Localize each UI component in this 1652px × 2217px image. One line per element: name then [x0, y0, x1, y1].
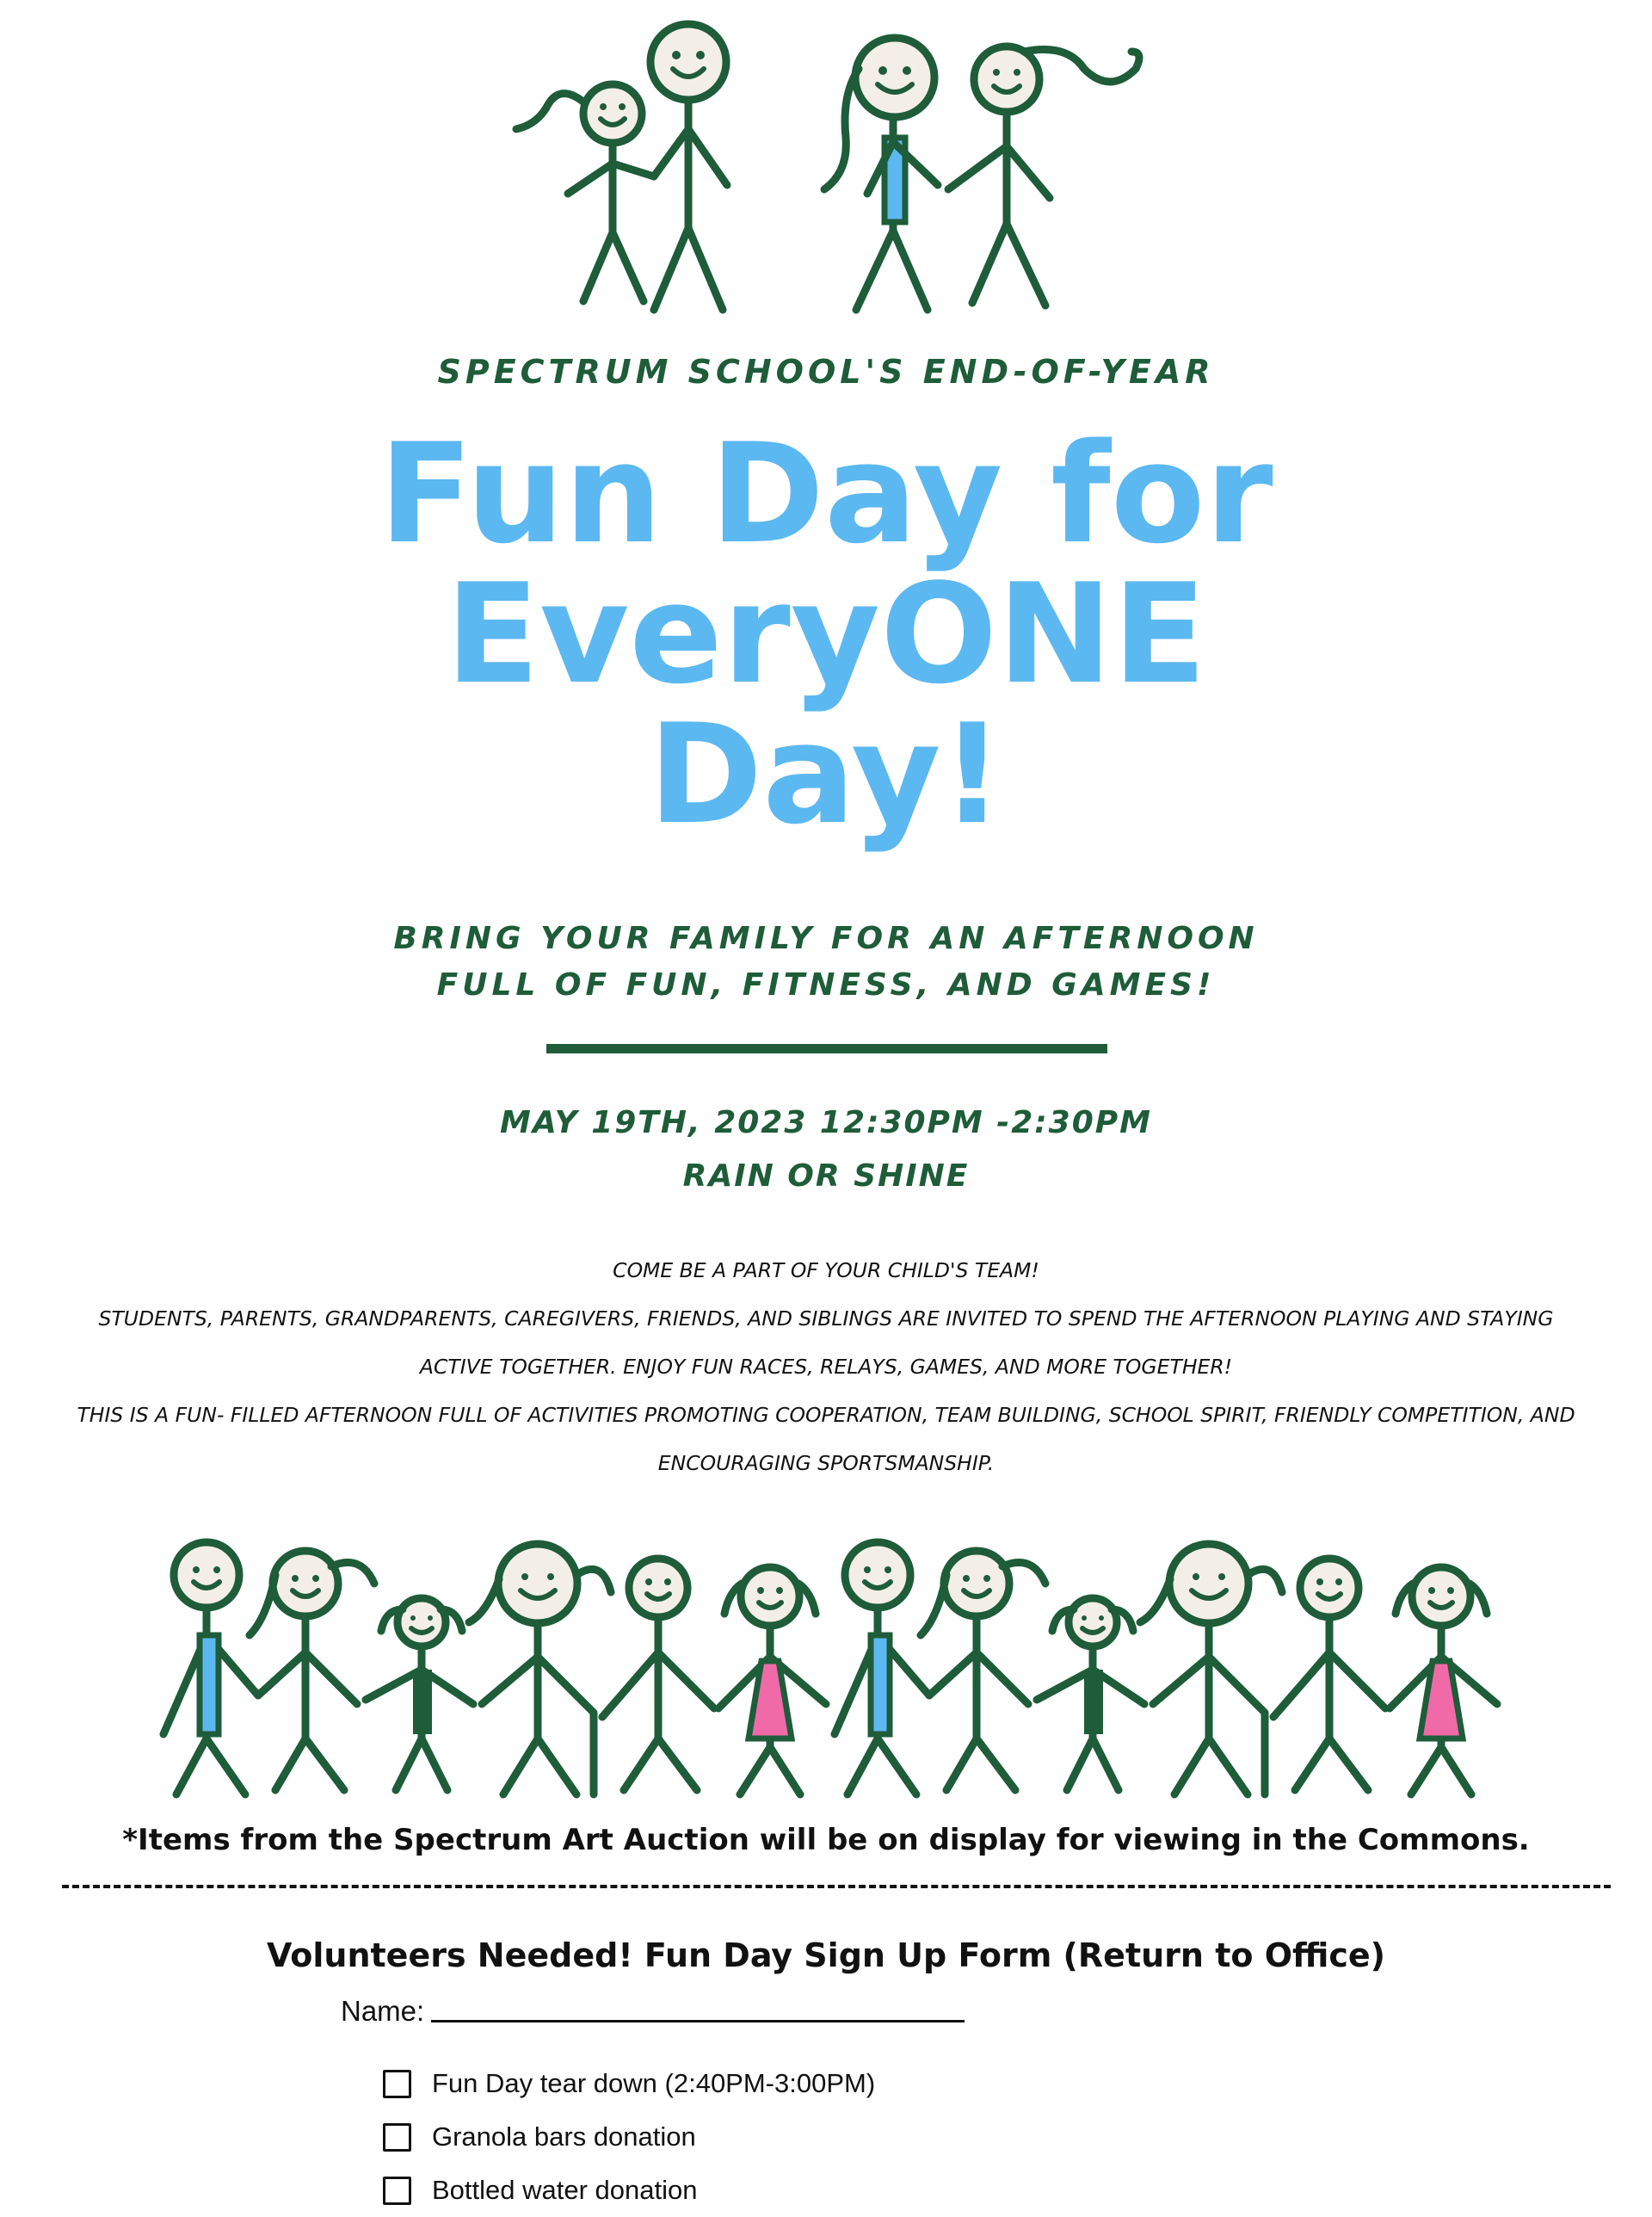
option-label: Bottled water donation	[432, 2175, 698, 2205]
event-when	[0, 1096, 1652, 1203]
checkbox[interactable]	[383, 2123, 411, 2152]
tagline-line-2: FULL OF FUN, FITNESS, AND GAMES!	[436, 967, 1216, 1003]
name-field	[341, 1995, 965, 2028]
option-label: Fun Day tear down (2:40PM-3:00PM)	[432, 2068, 876, 2098]
name-label: Name:	[341, 1995, 425, 2027]
page-title	[0, 413, 1652, 855]
description-line-3: THIS IS A FUN- FILLED AFTERNOON FULL OF ACTIVITIES PROMOTING COOPERATION, TEAM BUILDING, SCHOOL SPIRIT, FRIENDLY COMPETITION, AND ENCOURAGING SPORTSMANSHIP.	[77, 1403, 1575, 1475]
description-line-2: STUDENTS, PARENTS, GRANDPARENTS, CAREGIVERS, FRIENDS, AND SIBLINGS ARE INVITED TO SPEND THE AFTERNOON PLAYING AND STAYING ACTIVE TOGETHER. ENJOY FUN RACES, RELAYS, GAMES, AND MORE TOGETHER!	[98, 1306, 1554, 1379]
option-label: Granola bars donation	[432, 2121, 696, 2152]
stick-figure-crowd-icon	[146, 1532, 1523, 1807]
name-input-line[interactable]	[431, 2020, 965, 2022]
tagline-line-1: BRING YOUR FAMILY FOR AN AFTERNOON	[393, 921, 1259, 956]
signup-form-title: Volunteers Needed! Fun Day Sign Up Form (Return to Office)	[266, 1936, 1386, 1974]
title-line-2: EveryONE	[445, 553, 1207, 714]
stick-figure-family-icon	[508, 17, 1144, 318]
option-tear-down[interactable]	[383, 2057, 875, 2110]
checkbox[interactable]	[383, 2070, 411, 2098]
title-line-1: Fun Day for	[379, 413, 1273, 574]
divider-rule	[546, 1044, 1107, 1053]
description-line-1: COME BE A PART OF YOUR CHILD'S TEAM!	[613, 1258, 1039, 1282]
tear-off-line	[62, 1885, 1611, 1888]
auction-note: *Items from the Spectrum Art Auction will be on display for viewing in the Commons.	[122, 1823, 1530, 1857]
option-bottled-water[interactable]	[383, 2164, 875, 2217]
event-weather: RAIN OR SHINE	[682, 1158, 970, 1194]
tagline	[0, 916, 1652, 1009]
event-date-time: MAY 19TH, 2023 12:30PM -2:30PM	[500, 1105, 1152, 1140]
event-description	[69, 1246, 1583, 1487]
option-granola-bars[interactable]	[383, 2110, 875, 2164]
checkbox[interactable]	[383, 2177, 411, 2205]
title-line-3: Day!	[648, 694, 1004, 855]
volunteer-options	[383, 2057, 875, 2217]
event-eyebrow: SPECTRUM SCHOOL'S END-OF-YEAR	[437, 353, 1215, 391]
